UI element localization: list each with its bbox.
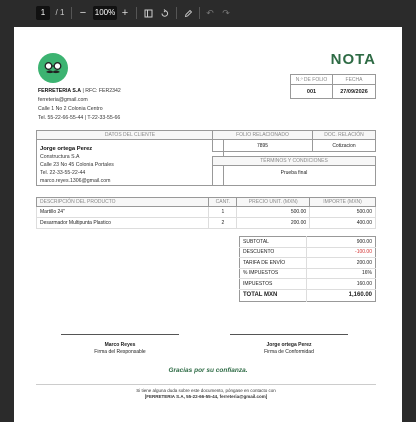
- subtotal-value: 900.00: [306, 237, 375, 248]
- conformity-signature: [230, 334, 348, 355]
- item-description: Martillo 24": [37, 207, 209, 218]
- zoom-level-input[interactable]: 100%: [93, 6, 117, 20]
- item-unit-price: 500.00: [237, 207, 310, 218]
- company-address: Calle 1 No 2 Colonia Centro: [38, 106, 103, 112]
- item-quantity: 2: [209, 218, 237, 229]
- toolbar-divider: [176, 7, 177, 19]
- conformity-role: Firma de Conformidad: [264, 348, 314, 355]
- totals-row: [240, 258, 376, 269]
- client-box: [36, 130, 224, 186]
- shipping-label: TARIFA DE ENVÍO: [240, 258, 307, 269]
- folio-date-box: [290, 74, 376, 99]
- tax-value: 160.00: [306, 279, 375, 290]
- tax-label: IMPUESTOS: [240, 279, 307, 290]
- footer-line-2: [FERRETERIA S.A, 55-22-66-55-44, ferreteria@gmail.com]: [144, 393, 268, 399]
- related-folio-header: FOLIO RELACIONADO: [213, 131, 313, 140]
- totals-row: [240, 268, 376, 279]
- toolbar-divider: [199, 7, 200, 19]
- tax-rate-label: % IMPUESTOS: [240, 268, 307, 279]
- zoom-out-button[interactable]: −: [79, 7, 87, 19]
- related-doc-value: Cotizacion: [332, 142, 356, 149]
- totals-row: [240, 279, 376, 290]
- footer-contact: [36, 384, 376, 399]
- discount-value: -100.00: [306, 247, 375, 258]
- conformity-name: Jorge ortega Perez: [266, 342, 312, 348]
- col-amount: IMPORTE (MXN): [310, 198, 376, 207]
- responsible-role: Firma del Responsable: [94, 348, 146, 355]
- item-unit-price: 200.00: [237, 218, 310, 229]
- company-email: ferreteria@gmail.com: [38, 97, 88, 103]
- date-value: 27/09/2026: [340, 88, 368, 95]
- terms-header: TÉRMINOS Y CONDICIONES: [213, 157, 375, 166]
- terms-text: Prueba final: [280, 170, 308, 176]
- pdf-page: [14, 27, 402, 422]
- footer-line-1: Si tiene alguna duda sobre este documento, póngase en contacto con: [136, 388, 276, 393]
- toolbar-divider: [71, 7, 72, 19]
- items-table: [36, 197, 376, 229]
- related-doc-header: DOC. RELACIÓN: [313, 131, 375, 140]
- terms-box: [212, 156, 376, 186]
- items-header-row: [37, 198, 376, 207]
- subtotal-label: SUBTOTAL: [240, 237, 307, 248]
- client-phone: Tel. 22-33-55-22-44: [40, 170, 86, 176]
- totals-row: [240, 237, 376, 248]
- company-phones: Tel. 55-22-66-55-44 | T-22-33-55-66: [38, 115, 121, 121]
- relation-box: [212, 130, 376, 152]
- company-name: FERRETERIA S.A: [38, 88, 82, 94]
- page-number-input[interactable]: 1: [36, 6, 50, 20]
- col-quantity: CANT.: [209, 198, 237, 207]
- total-label: TOTAL MXN: [240, 289, 307, 301]
- folio-value: 001: [291, 85, 333, 98]
- sidebar-toggle-icon[interactable]: [141, 6, 155, 20]
- annotate-icon[interactable]: [181, 6, 195, 20]
- thanks-message: Gracias por su confianza.: [168, 367, 248, 374]
- item-amount: 400.00: [310, 218, 376, 229]
- page-separator: /: [55, 8, 58, 17]
- zoom-in-button[interactable]: +: [121, 7, 129, 19]
- item-description: Desarmador Multipunta Plastico: [37, 218, 209, 229]
- col-description: DESCRIPCIÓN DEL PRODUCTO: [37, 198, 209, 207]
- table-row: [37, 218, 376, 229]
- item-quantity: 1: [209, 207, 237, 218]
- responsible-signature: [61, 334, 179, 355]
- folio-label: N.º DE FOLIO: [291, 75, 333, 85]
- pdf-viewer-toolbar: [0, 0, 416, 26]
- company-rfc: FER2342: [98, 88, 121, 94]
- col-unit-price: PRECIO UNIT. (MXN): [237, 198, 310, 207]
- shipping-value: 200.00: [306, 258, 375, 269]
- table-row: [37, 207, 376, 218]
- grand-total-row: [240, 289, 376, 301]
- page-total-value: 1: [60, 8, 65, 17]
- totals-row: [240, 247, 376, 258]
- document-title: NOTA: [330, 51, 376, 68]
- client-email: marco.reyes.1306@gmail.com: [40, 178, 111, 184]
- glasses-mustache-logo-icon: [38, 53, 68, 83]
- date-label: FECHA: [333, 75, 375, 85]
- undo-icon[interactable]: ↶: [206, 8, 214, 18]
- responsible-name: Marco Reyes: [104, 342, 136, 348]
- client-header: DATOS DEL CLIENTE: [37, 131, 223, 140]
- company-info: [38, 87, 121, 123]
- page-total: [52, 6, 68, 20]
- rfc-separator: | RFC:: [81, 88, 99, 94]
- toolbar-divider: [136, 7, 137, 19]
- client-address: Calle 23 No 45 Colonia Portales: [40, 162, 114, 168]
- totals-table: [239, 236, 376, 302]
- item-amount: 500.00: [310, 207, 376, 218]
- discount-label: DESCUENTO: [240, 247, 307, 258]
- rotate-icon[interactable]: [157, 6, 171, 20]
- client-company: Constructura S.A: [40, 154, 80, 160]
- total-value: 1,160.00: [306, 289, 375, 301]
- redo-icon[interactable]: ↷: [222, 8, 230, 18]
- related-folio-value: 7895: [213, 140, 313, 151]
- client-name: Jorge ortega Perez: [40, 146, 93, 152]
- tax-rate-value: 16%: [306, 268, 375, 279]
